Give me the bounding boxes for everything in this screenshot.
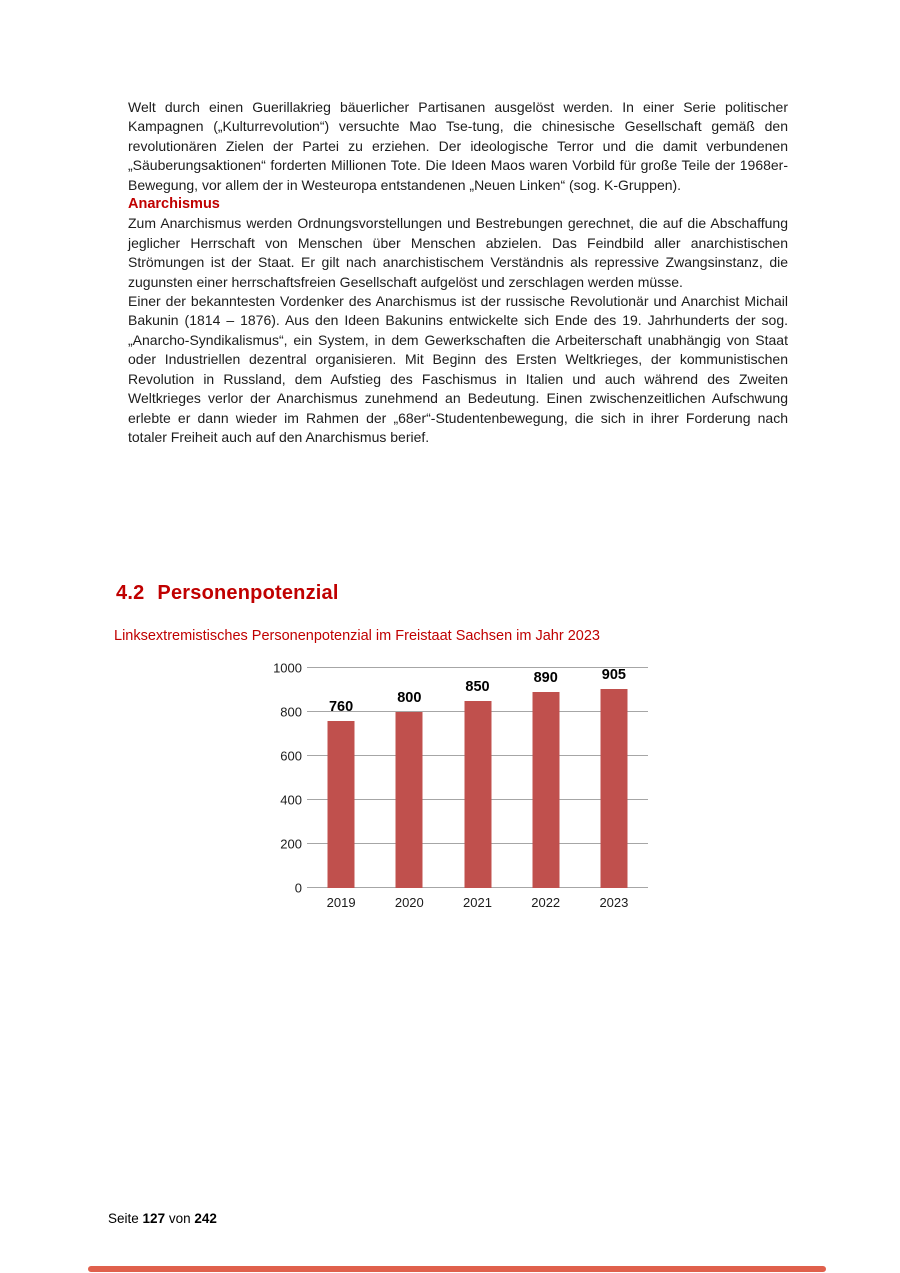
bar-value-label: 800	[397, 690, 422, 706]
footer-label-von: von	[168, 1211, 191, 1226]
x-axis-category-label: 2023	[599, 895, 629, 910]
bar-slot	[580, 666, 648, 910]
y-axis-tick-label: 600	[280, 748, 302, 764]
footer-label-seite: Seite	[108, 1211, 139, 1226]
chart-bars	[307, 666, 648, 910]
bar-value-label: 850	[465, 679, 490, 695]
heading-anarchismus: Anarchismus	[128, 196, 220, 213]
y-axis-tick-label: 400	[280, 792, 302, 808]
section-number: 4.2	[116, 582, 145, 604]
bar	[532, 692, 559, 888]
chart-plot	[307, 666, 648, 910]
bar-value-label: 905	[601, 666, 627, 683]
chart-y-axis	[250, 660, 302, 896]
paragraph-anarchismus-definition: Zum Anarchismus werden Ordnungsvorstellungen und Bestrebungen gerechnet, die auf die Abschaffung jeglicher Herrschaft von Menschen über Menschen abzielen. Das Feindbild aller anarchistischen Strömungen ist der Staat. Er gilt nach anarchistischem Verständnis als repressive Zwangsinstanz, die zugunsten einer herrschaftsfreien Gesellschaft aufgelöst und zerschlagen werden müsse.	[128, 215, 788, 290]
y-axis-tick-label: 200	[280, 836, 302, 852]
bar-value-label: 760	[328, 698, 354, 715]
x-axis-category-label: 2022	[531, 895, 561, 910]
bar	[600, 689, 627, 888]
chart-title: Linksextremistisches Personenpotenzial im Freistaat Sachsen im Jahr 2023	[114, 628, 600, 644]
body-text-block	[128, 98, 788, 447]
y-axis-tick-label: 800	[280, 704, 302, 720]
footer-page-number: 127	[142, 1211, 166, 1226]
footer-total-pages: 242	[194, 1211, 217, 1226]
paragraph-anarchismus-history: Einer der bekanntesten Vordenker des Anarchismus ist der russische Revolutionär und Anarchist Michail Bakunin (1814 – 1876). Aus den Ideen Bakunins entwickelte sich Ende des 19. Jahrhunderts der sog. „Anarcho-Syndikalismus“, ein System, in dem Gewerkschaften die Arbeiterschaft unabhängig von Staat oder Industriellen dezentral organisieren. Mit Beginn des Ersten Weltkrieges, der kommunistischen Revolution in Russland, dem Aufstieg des Faschismus in Italien und auch während des Zweiten Weltkrieges verlor der Anarchismus zunehmend an Bedeutung. Einen zwischenzeitlichen Aufschwung erlebte er dann wieder im Rahmen der „68er“-Studentenbewegung, die sich in ihrer Forderung nach totaler Freiheit auch auf den Anarchismus berief.	[128, 293, 788, 445]
x-axis-category-label: 2020	[394, 895, 424, 910]
x-axis-category-label: 2019	[326, 895, 356, 910]
paragraph-mao: Welt durch einen Guerillakrieg bäuerlicher Partisanen ausgelöst werden. In einer Serie politischer Kampagnen („Kulturrevolution“) versuchte Mao Tse-tung, die chinesische Gesellschaft gemäß den revolutionären Zielen der Partei zu erziehen. Der ideologische Terror und die damit verbundenen „Säuberungsaktionen“ forderten Millionen Tote. Die Ideen Maos waren Vorbild für große Teile der 1968er-Bewegung, vor allem der in Westeuropa entstandenen „Neuen Linken“ (sog. K-Gruppen).	[128, 99, 788, 193]
bottom-red-rule	[88, 1266, 826, 1272]
bar	[396, 712, 423, 888]
bar-chart	[250, 655, 670, 917]
bar-value-label: 890	[533, 670, 558, 687]
y-axis-tick-label: 1000	[273, 660, 302, 676]
x-axis-category-label: 2021	[463, 895, 492, 910]
bar	[464, 701, 491, 888]
section-title: Personenpotenzial	[157, 582, 339, 604]
y-axis-tick-label: 0	[294, 880, 302, 896]
bar-slot	[307, 668, 375, 910]
page-footer	[108, 1211, 217, 1226]
bar-slot	[375, 668, 443, 910]
bar-slot	[443, 668, 511, 910]
bar-slot	[512, 668, 580, 910]
bar	[328, 721, 355, 888]
section-heading	[116, 582, 339, 605]
